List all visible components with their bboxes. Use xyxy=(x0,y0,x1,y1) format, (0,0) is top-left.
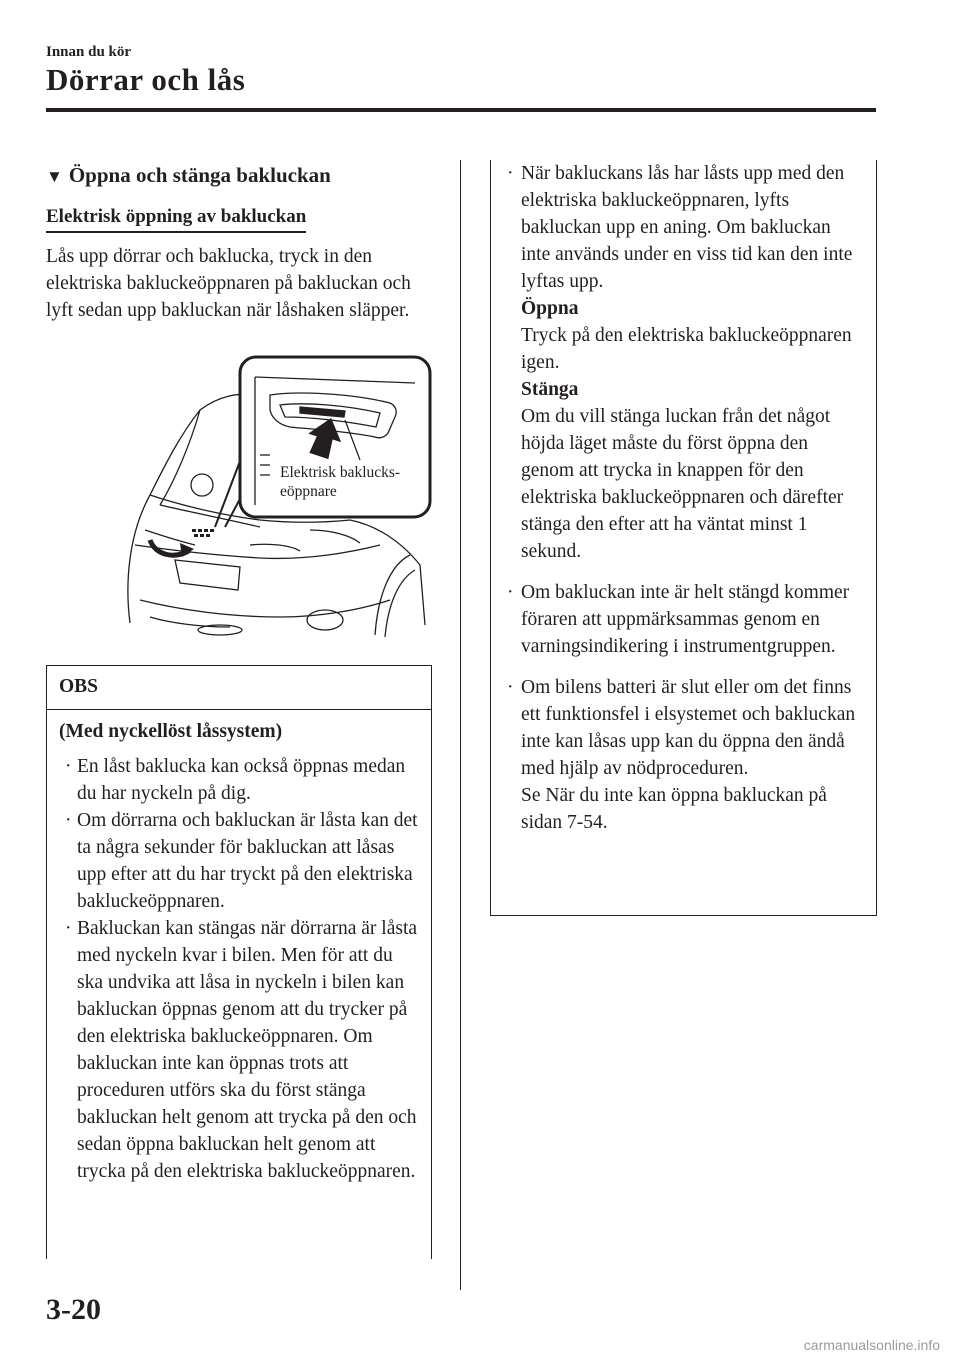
open-label: Öppna xyxy=(521,298,579,319)
column-divider xyxy=(460,160,461,1290)
list-item xyxy=(59,753,421,807)
close-label: Stänga xyxy=(521,379,579,400)
page-number: 3-20 xyxy=(46,1293,101,1326)
triangle-down-icon: ▼ xyxy=(46,167,63,186)
list-item xyxy=(501,674,864,836)
note-title: OBS xyxy=(59,676,99,697)
watermark: carmanualsonline.info xyxy=(803,1337,940,1353)
bullet-icon: · xyxy=(507,582,514,603)
right-content xyxy=(491,160,876,836)
chapter-title: Dörrar och lås xyxy=(46,62,246,97)
callout-label-line1: Elektrisk baklucks- xyxy=(280,464,401,481)
left-column xyxy=(46,160,436,324)
list-item-text: Om bilens batteri är slut eller om det finns ett funktionsfel i elsystemet och bakluckan inte kan låsas upp kan du öppna den ändå med hjälp av nödproceduren. xyxy=(521,677,856,779)
list-item-text: Om dörrarna och bakluckan är låsta kan det ta några sekunder för bakluckan att låsas upp efter att du har tryckt på den elektriska bakluckeöppnaren. xyxy=(77,810,418,912)
bullet-icon: · xyxy=(65,810,72,831)
list-item-text: Bakluckan kan stängas när dörrarna är låsta med nyckeln kvar i bilen. Men för att du ska undvika att låsa in nyckeln i bilen kan bakluckan öppnas genom att du trycker på den elektriska bakluckeöppnaren. Om bakluckan inte kan öppnas trots att proceduren utförs ska du först stänga bakluckan helt genom att trycka på den och sedan öppna bakluckan helt genom att trycka på den elektriska bakluckeöppnaren. xyxy=(77,918,418,1182)
bullet-icon: · xyxy=(507,163,514,184)
section-label: Innan du kör xyxy=(46,44,132,60)
section-heading xyxy=(46,160,436,192)
list-item-text: En låst baklucka kan också öppnas medan du har nyckeln på dig. xyxy=(77,756,406,804)
note-list xyxy=(59,753,421,1185)
note-subtitle: (Med nyckellöst låssystem) xyxy=(59,721,283,742)
close-text: Om du vill stänga luckan från det något höjda läget måste du först öppna den genom att trycka in knappen för den elektriska bakluckeöppnaren och därefter stänga den efter att ha väntat minst 1 sekund. xyxy=(521,406,844,562)
open-text: Tryck på den elektriska bakluckeöppnaren igen. xyxy=(521,325,852,373)
callout-label-line2: eöppnare xyxy=(280,483,337,500)
bullet-icon: · xyxy=(507,677,514,698)
bullet-icon: · xyxy=(65,756,72,777)
list-item xyxy=(59,807,421,915)
list-item-text: Om bakluckan inte är helt stängd kommer föraren att uppmärksammas genom en varningsindikering i instrumentgruppen. xyxy=(521,582,850,657)
intro-paragraph: Lås upp dörrar och baklucka, tryck in den elektriska bakluckeöppnaren på bakluckan och lyft sedan upp bakluckan när låshaken släpper. xyxy=(46,246,411,321)
right-note-box xyxy=(490,160,877,916)
cross-reference: Se När du inte kan öppna bakluckan på sidan 7-54. xyxy=(521,785,827,833)
note-box xyxy=(46,665,432,1259)
list-item-text: När bakluckans lås har låsts upp med den elektriska bakluckeöppnaren, lyfts bakluckan upp en aning. Om bakluckan inte används under en viss tid kan den inte lyftas upp. xyxy=(521,163,853,292)
liftgate-illustration xyxy=(120,355,435,640)
car-rear-drawing xyxy=(120,355,435,640)
right-list xyxy=(501,160,864,836)
list-item xyxy=(59,915,421,1185)
section-heading-text: Öppna och stänga bakluckan xyxy=(68,163,331,187)
note-content xyxy=(47,710,431,1185)
list-item xyxy=(501,160,864,565)
bullet-icon: · xyxy=(65,918,72,939)
header-rule xyxy=(46,108,876,112)
subheading: Elektrisk öppning av bakluckan xyxy=(46,204,306,233)
list-item xyxy=(501,579,864,660)
